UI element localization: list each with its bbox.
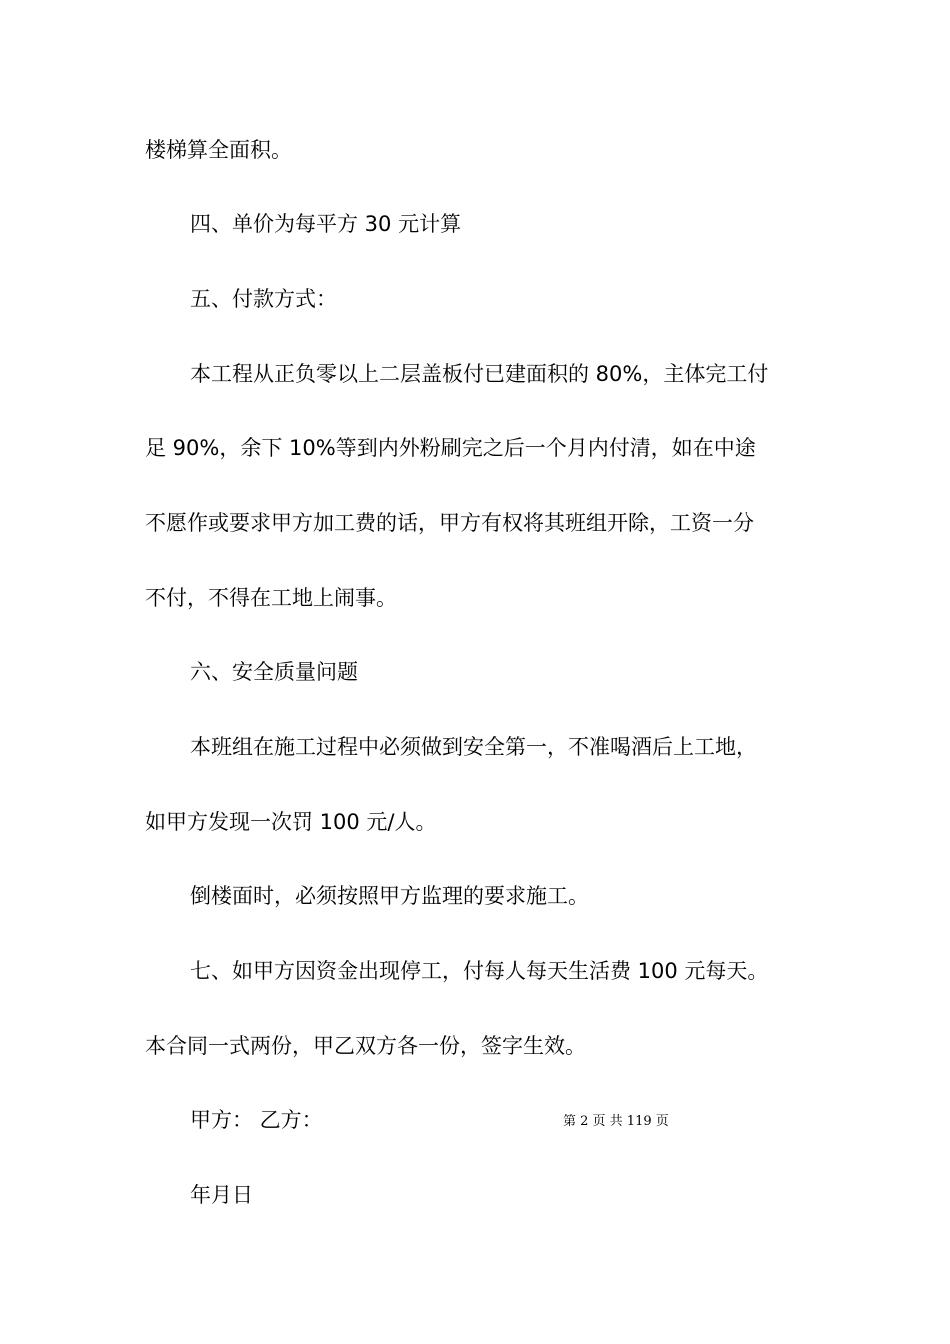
paragraph-line: 楼梯算全面积。: [145, 138, 292, 162]
page-number: 第 2 页 共 119 页: [563, 1114, 669, 1129]
paragraph-line: 本合同一式两份，甲乙双方各一份，签字生效。: [145, 1034, 586, 1058]
section-heading-seven: 七、如甲方因资金出现停工，付每人每天生活费 100 元每天。: [190, 959, 769, 983]
paragraph-line: 倒楼面时，必须按照甲方监理的要求施工。: [190, 884, 589, 908]
paragraph-line: 如甲方发现一次罚 100 元/人。: [145, 810, 437, 834]
section-heading-five: 五、付款方式：: [190, 287, 337, 311]
paragraph-line: 足 90%，余下 10%等到内外粉刷完之后一个月内付清，如在中途: [145, 436, 756, 460]
paragraph-line: 不愿作或要求甲方加工费的话，甲方有权将其班组开除，工资一分: [145, 511, 754, 535]
section-heading-four: 四、单价为每平方 30 元计算: [190, 212, 462, 236]
paragraph-line: 本班组在施工过程中必须做到安全第一，不准喝酒后上工地，: [190, 735, 757, 759]
date-line: 年月日: [190, 1183, 253, 1207]
paragraph-line: 不付，不得在工地上闹事。: [145, 586, 397, 610]
section-heading-six: 六、安全质量问题: [190, 660, 358, 684]
paragraph-line: 本工程从正负零以上二层盖板付已建面积的 80%，主体完工付: [190, 362, 769, 386]
signature-line: 甲方： 乙方：: [190, 1108, 323, 1132]
